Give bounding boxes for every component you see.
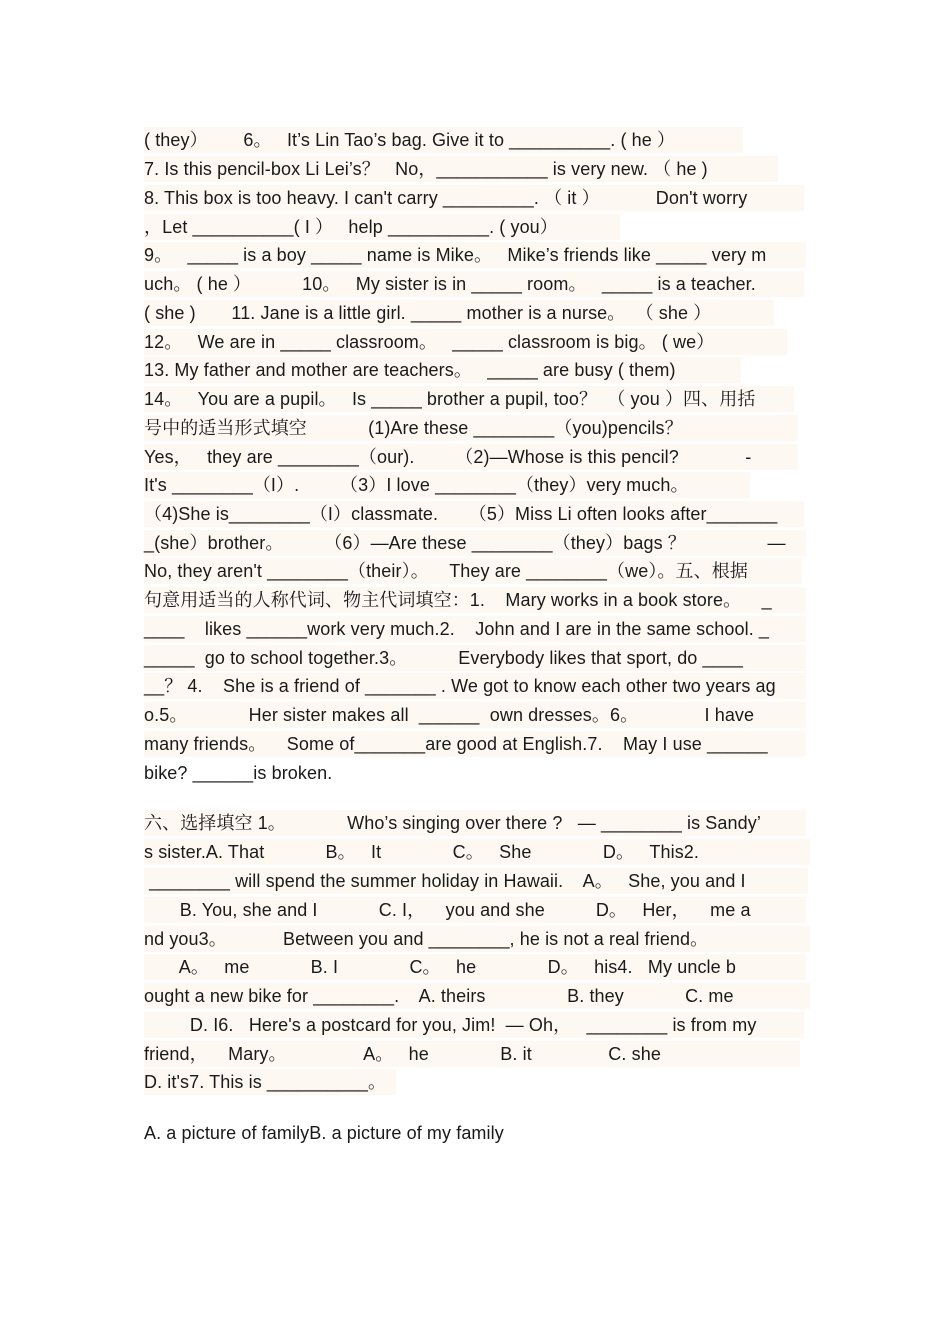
text-line: o.5。 Her sister makes all ______ own dresses。6。 I have (144, 702, 806, 728)
text-line: （4)She is________（I）classmate. （5）Miss Li often looks after_______ (144, 501, 804, 527)
text-line: No, they aren't ________（their）。 They are ________（we）。五、根据 (144, 558, 802, 584)
text-line: 六、选择填空 1。 Who’s singing over there ? — ________ is Sandy’ (144, 810, 806, 836)
text-line: 12。 We are in _____ classroom。 _____ classroom is big。 ( we） (144, 329, 787, 355)
text-line: s sister.A. That B。 It C。 She D。 This2. (144, 839, 810, 865)
text-line: ____ likes ______work very much.2. John and I are in the same school. _ (144, 616, 806, 642)
text-line: bike? ______is broken. (144, 763, 333, 783)
text-line: A. a picture of familyB. a picture of my family (144, 1123, 504, 1143)
text-line: 14。 You are a pupil。 Is _____ brother a pupil, too？ （ you ）四、用括 (144, 386, 794, 412)
text-line: many friends。 Some of_______are good at English.7. May I use ______ (144, 731, 806, 757)
text-line: D. I6. Here's a postcard for you, Jim! — Oh， ________ is from my (144, 1012, 804, 1038)
text-line: ( she ) 11. Jane is a little girl. _____ mother is a nurse。 （ she ） (144, 300, 774, 326)
text-line: Yes， they are ________（our). （2)—Whose is this pencil? - (144, 444, 798, 470)
text-line: _____ go to school together.3。 Everybody likes that sport, do ____ (144, 645, 806, 671)
text-line: ought a new bike for ________. A. theirs B. they C. me (144, 983, 810, 1009)
text-line: 句意用适当的人称代词、物主代词填空：1. Mary works in a book store。 _ (144, 587, 806, 613)
text-line: A。 me B. I C。 he D。 his4. My uncle b (144, 954, 806, 980)
text-line: 9。 _____ is a boy _____ name is Mike。 Mike’s friends like _____ very m (144, 242, 806, 268)
text-line: nd you3。 Between you and ________, he is not a real friend。 (144, 926, 810, 952)
text-line: 8. This box is too heavy. I can't carry _________. （ it ） Don't worry (144, 185, 804, 211)
text-line: uch。 ( he ） 10。 My sister is in _____ room。 _____ is a teacher. (144, 271, 804, 297)
text-line: __？ 4. She is a friend of _______ . We got to know each other two years ag (144, 673, 806, 699)
text-line: 号中的适当形式填空 (1)Are these ________（you)pencils？ (144, 415, 798, 441)
text-line: B. You, she and I C. I， you and she D。 Her， me a (144, 897, 806, 923)
text-line: 7. Is this pencil-box Li Lei’s？ No，___________ is very new. （ he ) (144, 156, 778, 182)
text-line: _(she）brother。 （6）—Are these ________（they）bags ？ — (144, 530, 806, 556)
text-line: ，Let __________( I ） help __________. ( you） (144, 214, 620, 240)
text-line: ( they） 6。 It’s Lin Tao’s bag. Give it to __________. ( he ） (144, 127, 743, 153)
text-line: D. it's7. This is __________。 (144, 1069, 396, 1095)
text-line: friend， Mary。 A。 he B. it C. she (144, 1041, 800, 1067)
text-line: It's ________（I）. （3）I love ________（they）very much。 (144, 472, 750, 498)
text-line: 13. My father and mother are teachers。 _____ are busy ( them) (144, 357, 741, 383)
text-line: ________ will spend the summer holiday in Hawaii. A。 She, you and I (144, 868, 808, 894)
